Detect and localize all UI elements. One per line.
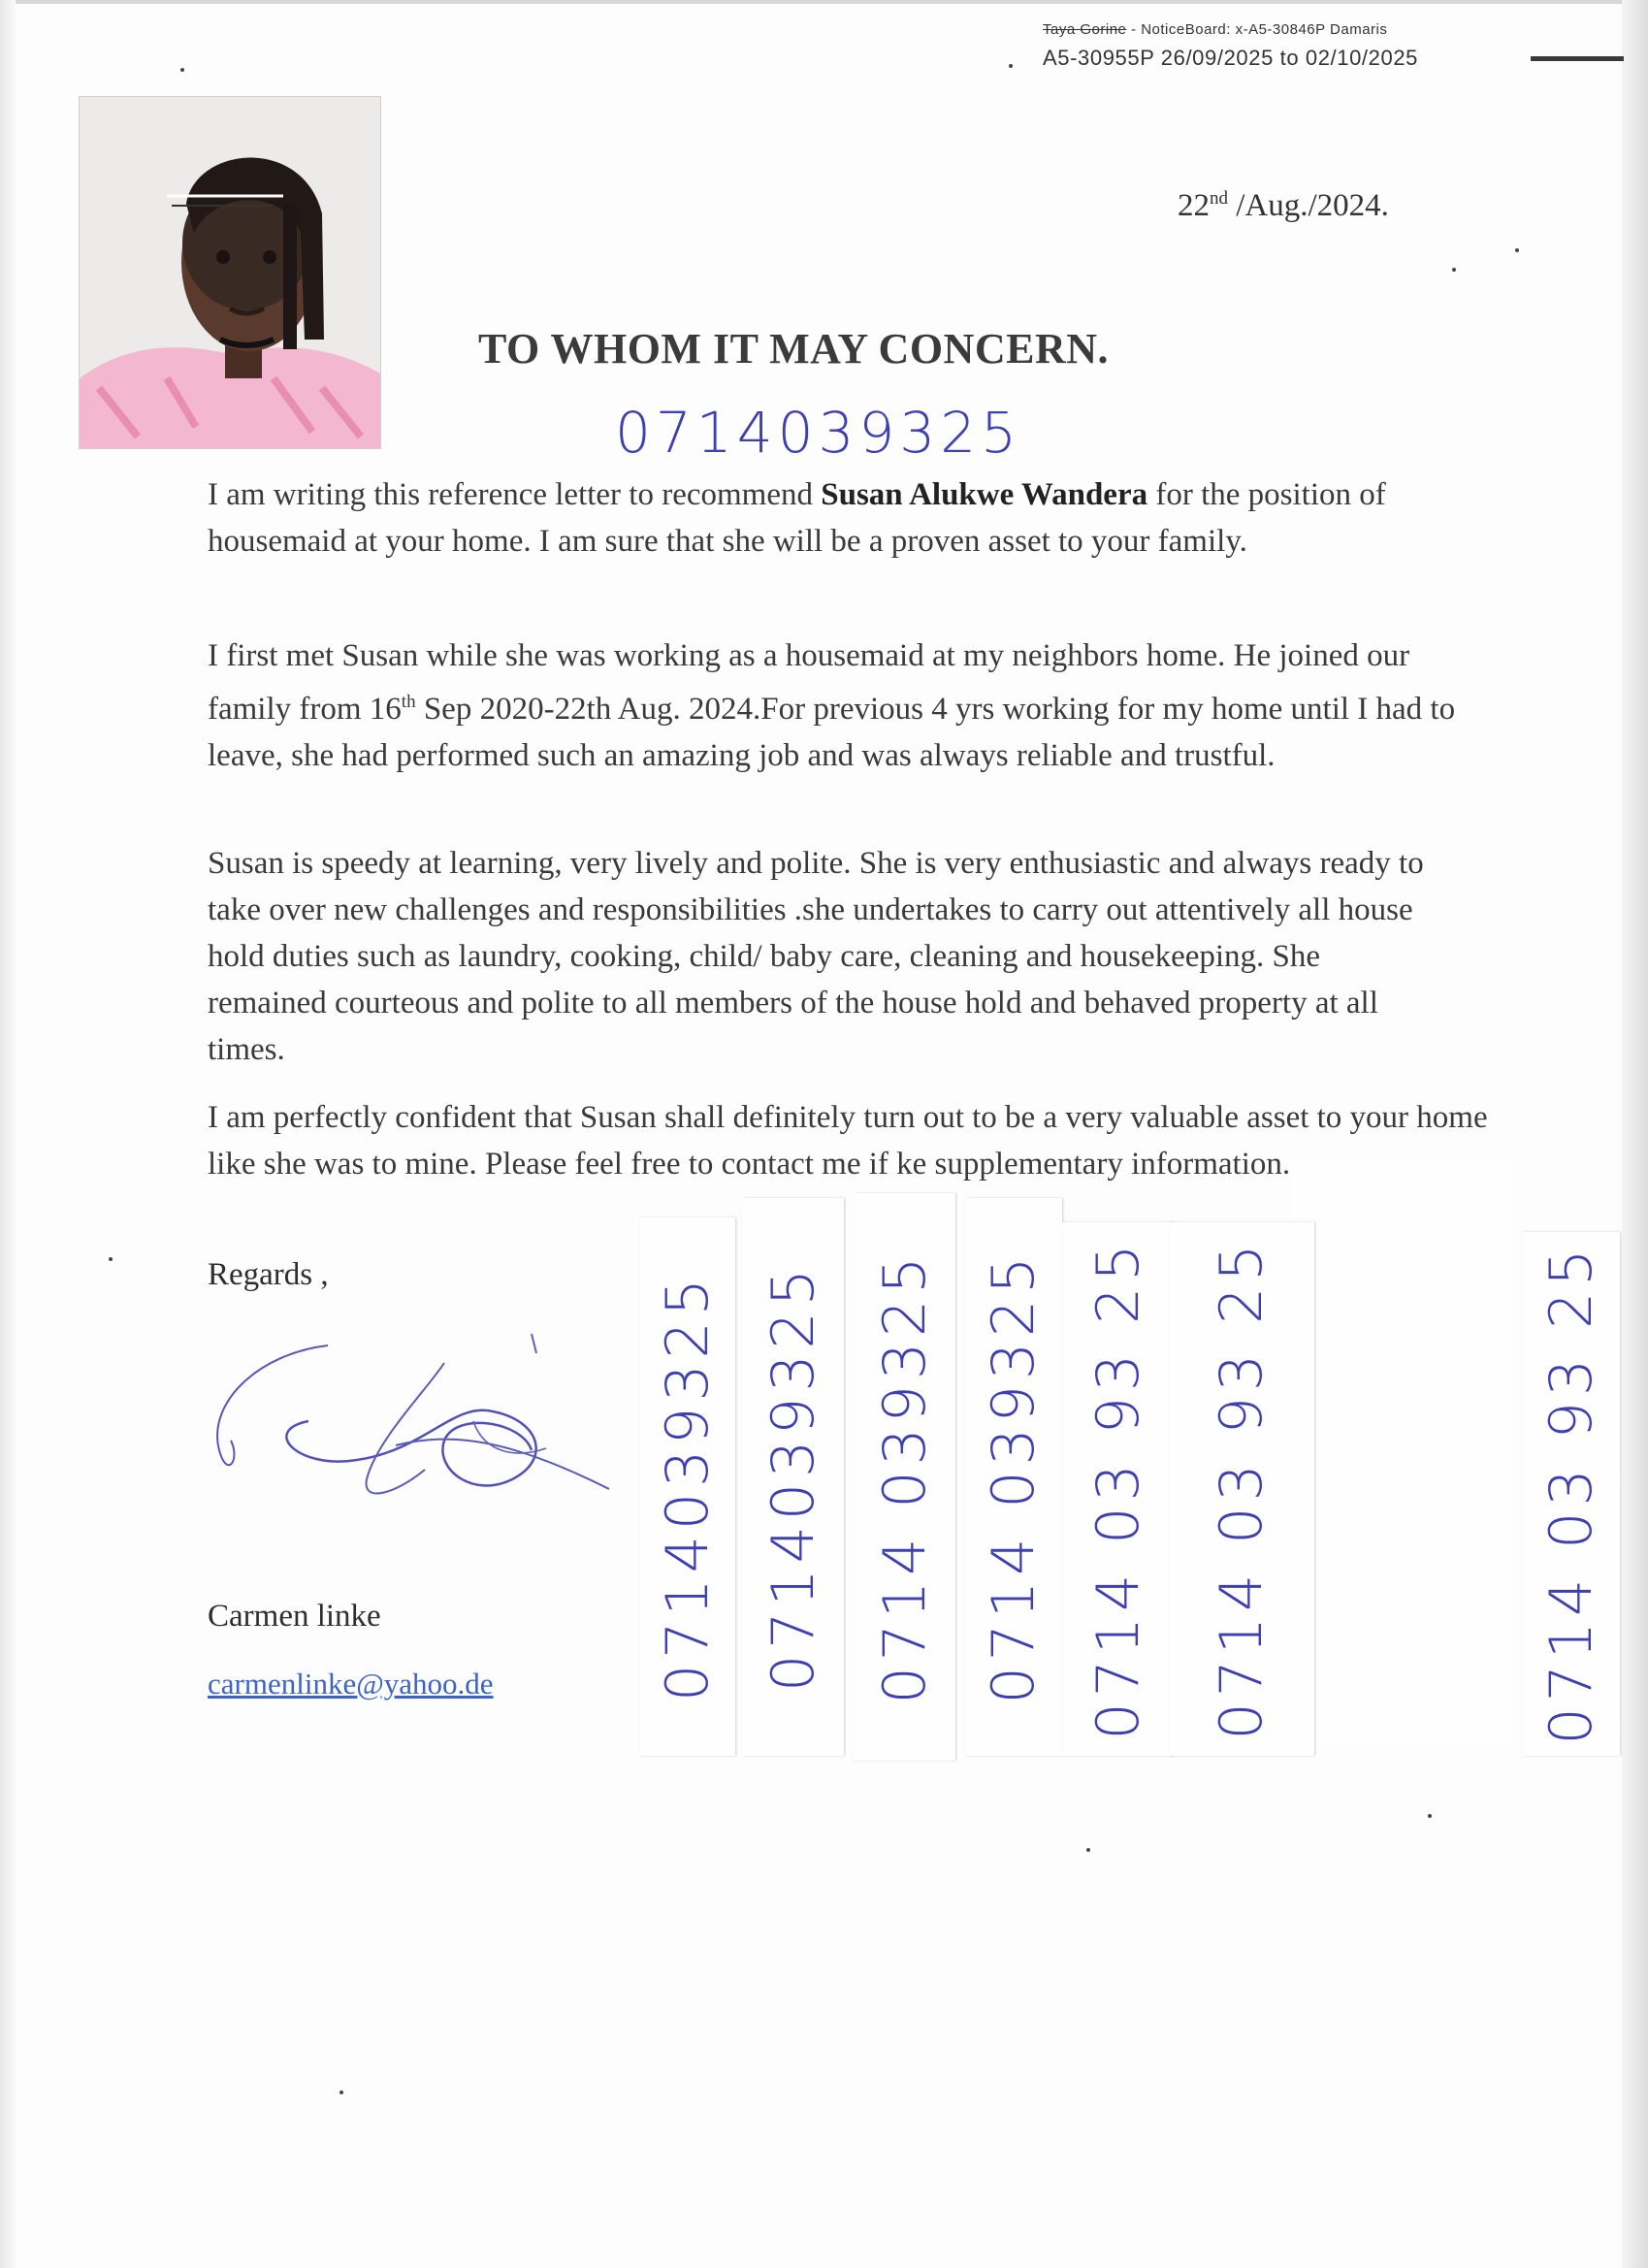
strip-phone: 0714 039325 xyxy=(870,1250,939,1703)
applicant-photo xyxy=(80,97,380,448)
paragraph-recommendation xyxy=(208,471,1488,565)
p2-after: Sep 2020-22th Aug. 2024.For previous 4 yrs working for my home until I had to leave, she had performed such an amazing job and was always reliable and trustful. xyxy=(208,692,1456,773)
noticeboard-line1 xyxy=(1043,21,1418,38)
scan-speck xyxy=(1086,1848,1090,1852)
strip-phone: 0714039325 xyxy=(759,1262,827,1692)
tear-strip[interactable] xyxy=(1062,1222,1174,1756)
p2-sup: th xyxy=(401,692,416,712)
scan-speck xyxy=(1428,1814,1432,1818)
noticeboard-stamp xyxy=(1043,21,1418,71)
signer-name: Carmen linke xyxy=(208,1599,381,1634)
letter-title: TO WHOM IT MAY CONCERN. xyxy=(478,325,1109,373)
signature xyxy=(202,1324,629,1528)
candidate-name: Susan Alukwe Wandera xyxy=(821,477,1148,512)
tear-strip[interactable] xyxy=(965,1198,1062,1756)
tear-strip[interactable] xyxy=(854,1193,955,1761)
date-suffix: nd xyxy=(1210,188,1228,209)
tear-strip[interactable] xyxy=(742,1198,844,1756)
strip-phone: 0714039325 xyxy=(654,1272,722,1701)
letter-date xyxy=(1178,188,1389,224)
strip-phone: 0714 03 93 25 xyxy=(1537,1243,1605,1745)
noticeboard-id: - NoticeBoard: x-A5-30846P Damaris xyxy=(1126,21,1388,38)
scan-edge-top xyxy=(0,0,1648,4)
scan-speck xyxy=(1515,248,1519,252)
p1-before: I am writing this reference letter to recommend xyxy=(208,477,822,512)
p1-after: for the position of housemaid at your home. I am sure that she will be a proven asset to your family. xyxy=(208,477,1386,559)
strip-phone: 0714 03 93 25 xyxy=(1208,1238,1276,1740)
date-day: 22 xyxy=(1178,188,1210,223)
scan-speck xyxy=(1009,64,1013,68)
tear-strip[interactable] xyxy=(640,1217,735,1756)
scan-speck xyxy=(1452,268,1456,272)
date-rest: /Aug./2024. xyxy=(1228,188,1389,223)
paragraph-employment-history xyxy=(208,632,1488,779)
scan-speck xyxy=(339,2090,343,2094)
strip-phone: 0714 03 93 25 xyxy=(1083,1238,1152,1740)
noticeboard-bar xyxy=(1531,56,1624,61)
tear-strip[interactable] xyxy=(1169,1222,1314,1756)
scan-speck xyxy=(109,1257,113,1261)
paragraph-closing: I am perfectly confident that Susan shall definitely turn out to be a very valuable asset to your home like she was to mine. Please feel free to contact me if ke supplementary information. xyxy=(208,1100,1488,1182)
paragraph-qualities: Susan is speedy at learning, very lively and polite. She is very enthusiastic and always ready to take over new challenges and responsibilities .she undertakes to carry out attentively all house hold duties such as laundry, cooking, child/ baby care, cleaning and housekeeping. She remained courteous and polite to all members of the house hold and behaved property at all times. xyxy=(208,846,1424,1067)
scan-speck xyxy=(180,68,184,72)
noticeboard-dates: A5-30955P 26/09/2025 to 02/10/2025 xyxy=(1043,46,1418,70)
handwritten-phone-number: 0714039325 xyxy=(615,400,1022,466)
scan-edge-left xyxy=(0,0,16,2268)
blank-torn-area xyxy=(1290,1164,1513,1746)
signer-email-link[interactable]: carmenlinke@yahoo.de xyxy=(208,1667,494,1701)
p2-before: I first met Susan while she was working as a housemaid at my neighbors home. He joined our family from 16 xyxy=(208,638,1410,727)
tear-strip[interactable] xyxy=(1523,1232,1620,1756)
noticeboard-struck-name: Taya Gorine xyxy=(1043,21,1127,38)
scan-edge-right xyxy=(1622,0,1648,2268)
closing-salutation: Regards , xyxy=(208,1257,329,1292)
strip-phone: 0714 039325 xyxy=(980,1250,1048,1703)
